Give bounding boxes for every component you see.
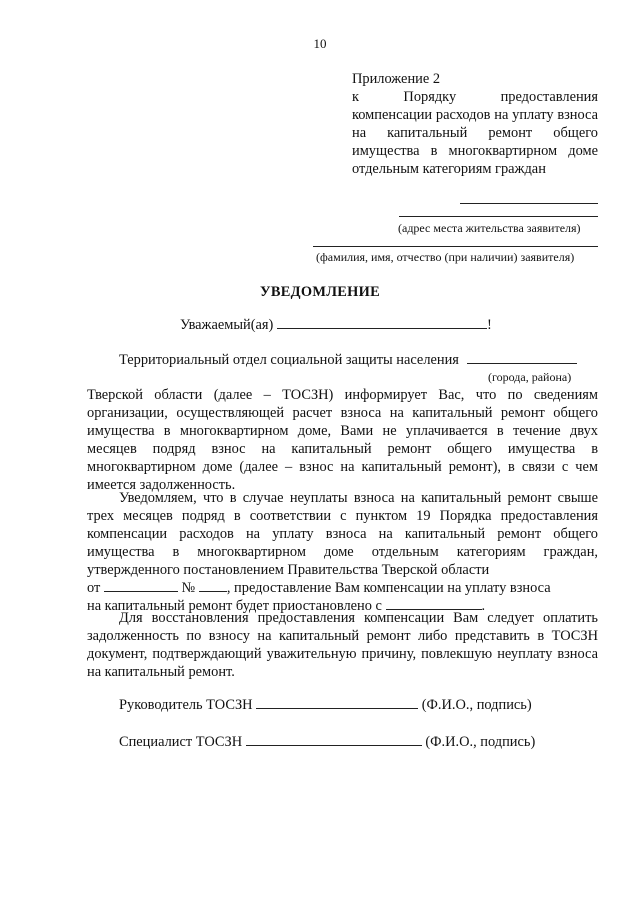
suspension-text: на капитальный ремонт будет приостановлено с xyxy=(87,598,382,614)
paragraph-1: Тверской области (далее – ТОСЗН) информирует Вас, что по сведениям организации, осуществляющей расчет взноса на капитальный ремонт общего имущества в многоквартирном доме, Вами не уплачивается в течение двух месяцев подряд взнос на капитальный ремонт общего имущества в многоквартирном доме (далее – взнос на капитальный ремонт), в связи с чем имеется задолженность. xyxy=(87,387,598,493)
signature-field[interactable] xyxy=(246,733,422,746)
signature-field[interactable] xyxy=(256,696,418,709)
decree-number-field[interactable] xyxy=(199,579,227,592)
paragraph-3: Для восстановления предоставления компенсации Вам следует оплатить задолженность по взносу на капитальный ремонт либо представить в ТОСЗН документ, подтверждающий уважительную причину, повлекшую неуплату взноса на капитальный ремонт. xyxy=(87,610,598,680)
city-caption: (города, района) xyxy=(488,370,572,384)
recipient-name-field[interactable] xyxy=(277,316,487,329)
from-label: от xyxy=(87,580,101,596)
address-line-2[interactable] xyxy=(399,216,598,217)
document-heading: УВЕДОМЛЕНИЕ xyxy=(259,284,381,300)
signature-hint: (Ф.И.О., подпись) xyxy=(421,697,532,713)
greeting-prefix: Уважаемый(ая) xyxy=(180,317,274,333)
number-label: № xyxy=(181,580,196,596)
intro-line xyxy=(119,351,577,369)
name-line[interactable] xyxy=(313,246,598,247)
signature-row-specialist xyxy=(119,733,535,751)
signature-role: Специалист ТОСЗН xyxy=(119,734,243,750)
signature-hint: (Ф.И.О., подпись) xyxy=(425,734,536,750)
appendix-text: к Порядку предоставления компенсации расходов на уплату взноса на капитальный ремонт общего имущества в многоквартирном доме отдельным категориям граждан xyxy=(352,89,598,177)
after-number-text: , предоставление Вам компенсации на уплату взноса xyxy=(226,580,551,596)
greeting-suffix: ! xyxy=(486,317,492,333)
page-number: 10 xyxy=(313,36,327,51)
greeting xyxy=(180,316,492,334)
signature-row-head xyxy=(119,696,532,714)
decree-date-field[interactable] xyxy=(104,579,178,592)
address-caption: (адрес места жительства заявителя) xyxy=(398,221,581,235)
name-caption: (фамилия, имя, отчество (при наличии) заявителя) xyxy=(316,250,575,264)
appendix-block xyxy=(352,70,598,178)
appendix-title: Приложение 2 xyxy=(352,71,441,87)
signature-role: Руководитель ТОСЗН xyxy=(119,697,253,713)
paragraph-2-end: . xyxy=(481,598,486,614)
city-district-field[interactable] xyxy=(467,351,577,364)
paragraph-2-text: Уведомляем, что в случае неуплаты взноса на капитальный ремонт свыше трех месяцев подряд в соответствии с пунктом 19 Порядка предоставления компенсации расходов на уплату взноса на капитальный ремонт общего имущества в многоквартирном доме отдельным категориям граждан, утвержденного постановлением Правительства Тверской области xyxy=(87,490,598,578)
paragraph-2-decree-line xyxy=(87,579,598,597)
address-line-1[interactable] xyxy=(460,203,598,204)
paragraph-2 xyxy=(87,489,598,615)
intro-text: Территориальный отдел социальной защиты населения xyxy=(119,352,459,368)
